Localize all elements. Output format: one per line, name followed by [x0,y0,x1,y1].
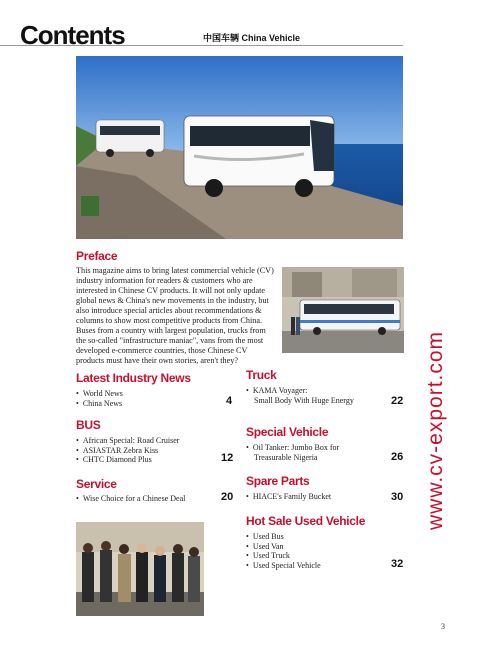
service-page: 20 [221,491,234,503]
hotsale-heading[interactable]: Hot Sale Used Vehicle [246,514,366,528]
spare-heading[interactable]: Spare Parts [246,474,310,488]
truck-list [246,386,354,405]
truck-heading[interactable]: Truck [246,368,277,382]
hotsale-list [246,532,321,570]
news-list [76,389,123,408]
spare-page: 30 [391,491,404,503]
bus-page: 12 [221,452,234,464]
header-rule [0,45,403,46]
list-item[interactable]: • Oil Tanker: Jumbo Box for Treasurable Nigeria [246,443,339,462]
list-item[interactable]: • KAMA Voyager: Small Body With Huge Energy [246,386,354,405]
special-page: 26 [391,451,404,463]
magazine-name: 中国车辆 China Vehicle [203,33,301,43]
list-item[interactable]: • Used Special Vehicle [246,561,321,571]
list-item[interactable]: • Used Bus [246,532,321,542]
special-list [246,443,339,462]
page-number: 3 [441,622,445,631]
list-item[interactable]: • African Special: Road Cruiser [76,436,179,446]
news-page: 4 [226,395,233,407]
delegation-photo [76,522,204,616]
preface-heading: Preface [76,249,118,263]
bus-heading[interactable]: BUS [76,418,101,432]
service-list [76,494,185,504]
page-title: Contents [20,20,125,50]
website-url[interactable]: www.cv-export.com [424,330,447,530]
news-heading[interactable]: Latest Industry News [76,371,191,385]
coaches-photo [76,56,403,239]
city-bus-photo [282,267,404,353]
list-item[interactable]: • Wise Choice for a Chinese Deal [76,494,185,504]
list-item[interactable]: • Used Truck [246,551,321,561]
truck-page: 22 [391,395,404,407]
list-item[interactable]: • Used Van [246,542,321,552]
list-item[interactable]: • HIACE's Family Bucket [246,492,331,502]
spare-list [246,492,331,502]
service-heading[interactable]: Service [76,477,117,491]
list-item[interactable]: • CHTC Diamond Plus [76,455,179,465]
special-heading[interactable]: Special Vehicle [246,425,329,439]
list-item[interactable]: • World News [76,389,123,399]
list-item[interactable]: • China News [76,399,123,409]
preface-text: This magazine aims to bring latest commercial vehicle (CV) industry information for readers & customers who are interested in Chinese CV products. It will not only update global news & China's new movements in the industry, but also introduce special articles about recommendations & columns to show most competitive products from China. Buses from a country with largest population, trucks from the so-called "infrastructure maniac", vans from the most developed e-commerce countries, those Chinese CV products must have their own stories, aren't they? [76,266,274,365]
hotsale-page: 32 [391,558,404,570]
list-item[interactable]: • ASIASTAR Zebra Kiss [76,446,179,456]
bus-list [76,436,179,465]
